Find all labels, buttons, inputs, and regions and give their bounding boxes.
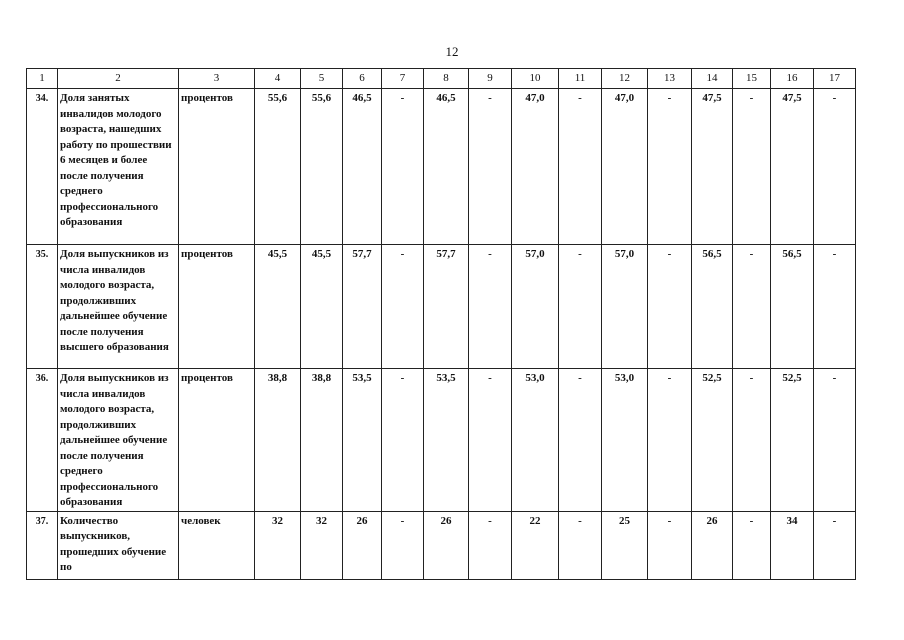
column-header: 7 <box>382 69 424 89</box>
value-cell: 32 <box>301 511 343 579</box>
value-cell: 46,5 <box>424 89 469 245</box>
unit-of-measure: человек <box>179 511 255 579</box>
value-cell: - <box>382 511 424 579</box>
column-header: 16 <box>771 69 814 89</box>
value-cell: - <box>648 511 692 579</box>
value-cell: - <box>733 89 771 245</box>
value-cell: - <box>733 245 771 369</box>
value-cell: - <box>559 511 602 579</box>
value-cell: - <box>648 245 692 369</box>
header-row <box>27 69 856 89</box>
column-header: 10 <box>512 69 559 89</box>
value-cell: 46,5 <box>343 89 382 245</box>
value-cell: - <box>559 89 602 245</box>
value-cell: 56,5 <box>692 245 733 369</box>
unit-of-measure: процентов <box>179 369 255 512</box>
value-cell: - <box>733 511 771 579</box>
value-cell: 55,6 <box>255 89 301 245</box>
column-header: 9 <box>469 69 512 89</box>
column-header: 15 <box>733 69 771 89</box>
value-cell: 38,8 <box>301 369 343 512</box>
column-header: 5 <box>301 69 343 89</box>
column-header: 1 <box>27 69 58 89</box>
value-cell: 53,0 <box>512 369 559 512</box>
value-cell: - <box>469 511 512 579</box>
value-cell: - <box>382 369 424 512</box>
value-cell: - <box>648 89 692 245</box>
table-row <box>27 511 856 579</box>
data-table <box>26 68 856 580</box>
value-cell: 47,5 <box>771 89 814 245</box>
unit-of-measure: процентов <box>179 245 255 369</box>
column-header: 17 <box>814 69 856 89</box>
indicator-name: Доля выпускников из числа инвалидов молодого возраста, продолживших дальнейшее обучение после получения среднего профессионального образования <box>58 369 179 512</box>
column-header: 8 <box>424 69 469 89</box>
value-cell: - <box>559 245 602 369</box>
row-number: 35. <box>27 245 58 369</box>
table-row <box>27 89 856 245</box>
table-row <box>27 245 856 369</box>
row-number: 34. <box>27 89 58 245</box>
value-cell: 52,5 <box>692 369 733 512</box>
value-cell: 26 <box>343 511 382 579</box>
value-cell: - <box>733 369 771 512</box>
value-cell: - <box>469 89 512 245</box>
indicator-name: Доля занятых инвалидов молодого возраста, нашедших работу по прошествии 6 месяцев и более после получения среднего профессионального образования <box>58 89 179 245</box>
column-header: 12 <box>602 69 648 89</box>
value-cell: - <box>382 89 424 245</box>
column-header: 3 <box>179 69 255 89</box>
indicator-name: Количество выпускников, прошедших обучение по <box>58 511 179 579</box>
column-header: 4 <box>255 69 301 89</box>
row-number: 37. <box>27 511 58 579</box>
value-cell: 34 <box>771 511 814 579</box>
column-header: 11 <box>559 69 602 89</box>
value-cell: 45,5 <box>255 245 301 369</box>
value-cell: 55,6 <box>301 89 343 245</box>
value-cell: 57,0 <box>602 245 648 369</box>
value-cell: 56,5 <box>771 245 814 369</box>
value-cell: 47,0 <box>602 89 648 245</box>
value-cell: 57,7 <box>424 245 469 369</box>
value-cell: 26 <box>424 511 469 579</box>
value-cell: - <box>814 369 856 512</box>
column-header: 14 <box>692 69 733 89</box>
value-cell: - <box>559 369 602 512</box>
value-cell: - <box>469 245 512 369</box>
indicator-name: Доля выпускников из числа инвалидов молодого возраста, продолживших дальнейшее обучение после получения высшего образования <box>58 245 179 369</box>
table-row <box>27 369 856 512</box>
unit-of-measure: процентов <box>179 89 255 245</box>
row-number: 36. <box>27 369 58 512</box>
value-cell: 25 <box>602 511 648 579</box>
value-cell: 52,5 <box>771 369 814 512</box>
value-cell: - <box>814 245 856 369</box>
value-cell: 53,0 <box>602 369 648 512</box>
value-cell: 57,0 <box>512 245 559 369</box>
value-cell: 47,5 <box>692 89 733 245</box>
column-header: 2 <box>58 69 179 89</box>
value-cell: 26 <box>692 511 733 579</box>
column-header: 13 <box>648 69 692 89</box>
value-cell: - <box>814 511 856 579</box>
page-number: 12 <box>445 44 459 59</box>
column-header: 6 <box>343 69 382 89</box>
value-cell: 38,8 <box>255 369 301 512</box>
value-cell: 45,5 <box>301 245 343 369</box>
value-cell: - <box>648 369 692 512</box>
value-cell: 47,0 <box>512 89 559 245</box>
value-cell: - <box>382 245 424 369</box>
value-cell: 32 <box>255 511 301 579</box>
value-cell: 53,5 <box>343 369 382 512</box>
value-cell: 22 <box>512 511 559 579</box>
value-cell: - <box>814 89 856 245</box>
value-cell: 57,7 <box>343 245 382 369</box>
value-cell: 53,5 <box>424 369 469 512</box>
value-cell: - <box>469 369 512 512</box>
